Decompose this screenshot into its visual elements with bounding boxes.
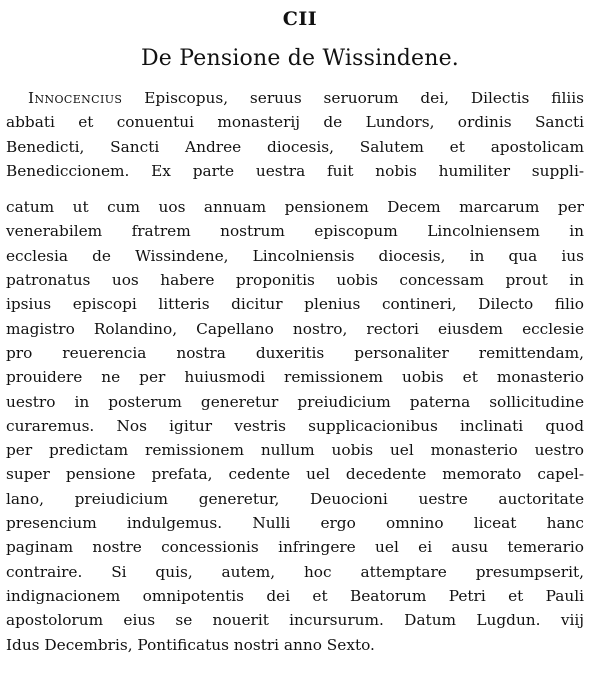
text-line: Benediccionem. Ex parte uestra fuit nobis humiliter suppli- — [6, 161, 584, 180]
text-line: contraire. Si quis, autem, hoc attemptare presumpserit, — [6, 562, 584, 581]
text-line: abbati et conuentui monasterij de Lundors, ordinis Sancti — [6, 113, 584, 132]
text-line: ipsius episcopi litteris dicitur plenius contineri, Dilecto filio — [6, 295, 584, 314]
initial-word: Innocencius — [28, 89, 123, 107]
text-line: Idus Decembris, Pontificatus nostri anno Sexto. — [6, 635, 375, 654]
text-line: magistro Rolandino, Capellano nostro, rectori eiusdem ecclesie — [6, 319, 584, 338]
text-line: indignacionem omnipotentis dei et Beatorum Petri et Pauli — [6, 586, 584, 605]
text-line: super pensione prefata, cedente uel decedente memorato capel- — [6, 465, 584, 484]
text-line: venerabilem fratrem nostrum episcopum Lincolniensem in — [6, 222, 584, 241]
text-line: paginam nostre concessionis infringere uel ei ausu temerario — [6, 538, 584, 557]
text-line: prouidere ne per huiusmodi remissionem uobis et monasterio — [6, 368, 584, 387]
text-line: presencium indulgemus. Nulli ergo omnino liceat hanc — [6, 514, 584, 533]
text-line: lano, preiudicium generetur, Deuocioni uestre auctoritate — [6, 489, 584, 508]
document-number: CII — [282, 8, 318, 30]
document-title: De Pensione de Wissindene. — [140, 46, 460, 71]
text-line: Benedicti, Sancti Andree diocesis, Salutem et apostolicam — [6, 137, 584, 156]
text-line — [6, 86, 584, 110]
text-line-rest: Episcopus, seruus seruorum dei, Dilectis filiis — [122, 89, 584, 107]
text-line: uestro in posterum generetur preiudicium paterna sollicitudine — [6, 392, 584, 411]
text-line: curaremus. Nos igitur vestris supplicacionibus inclinati quod — [6, 416, 584, 435]
text-line: apostolorum eius se nouerit incursurum. Datum Lugdun. viij — [6, 611, 584, 630]
text-line: per predictam remissionem nullum uobis uel monasterio uestro — [6, 441, 584, 460]
text-line: pro reuerencia nostra duxeritis personaliter remittendam, — [6, 343, 584, 362]
text-line: ecclesia de Wissindene, Lincolniensis diocesis, in qua ius — [6, 246, 584, 265]
text-line: catum ut cum uos annuam pensionem Decem marcarum per — [6, 198, 584, 217]
document-body — [6, 86, 584, 657]
text-line: patronatus uos habere proponitis uobis concessam prout in — [6, 271, 584, 290]
